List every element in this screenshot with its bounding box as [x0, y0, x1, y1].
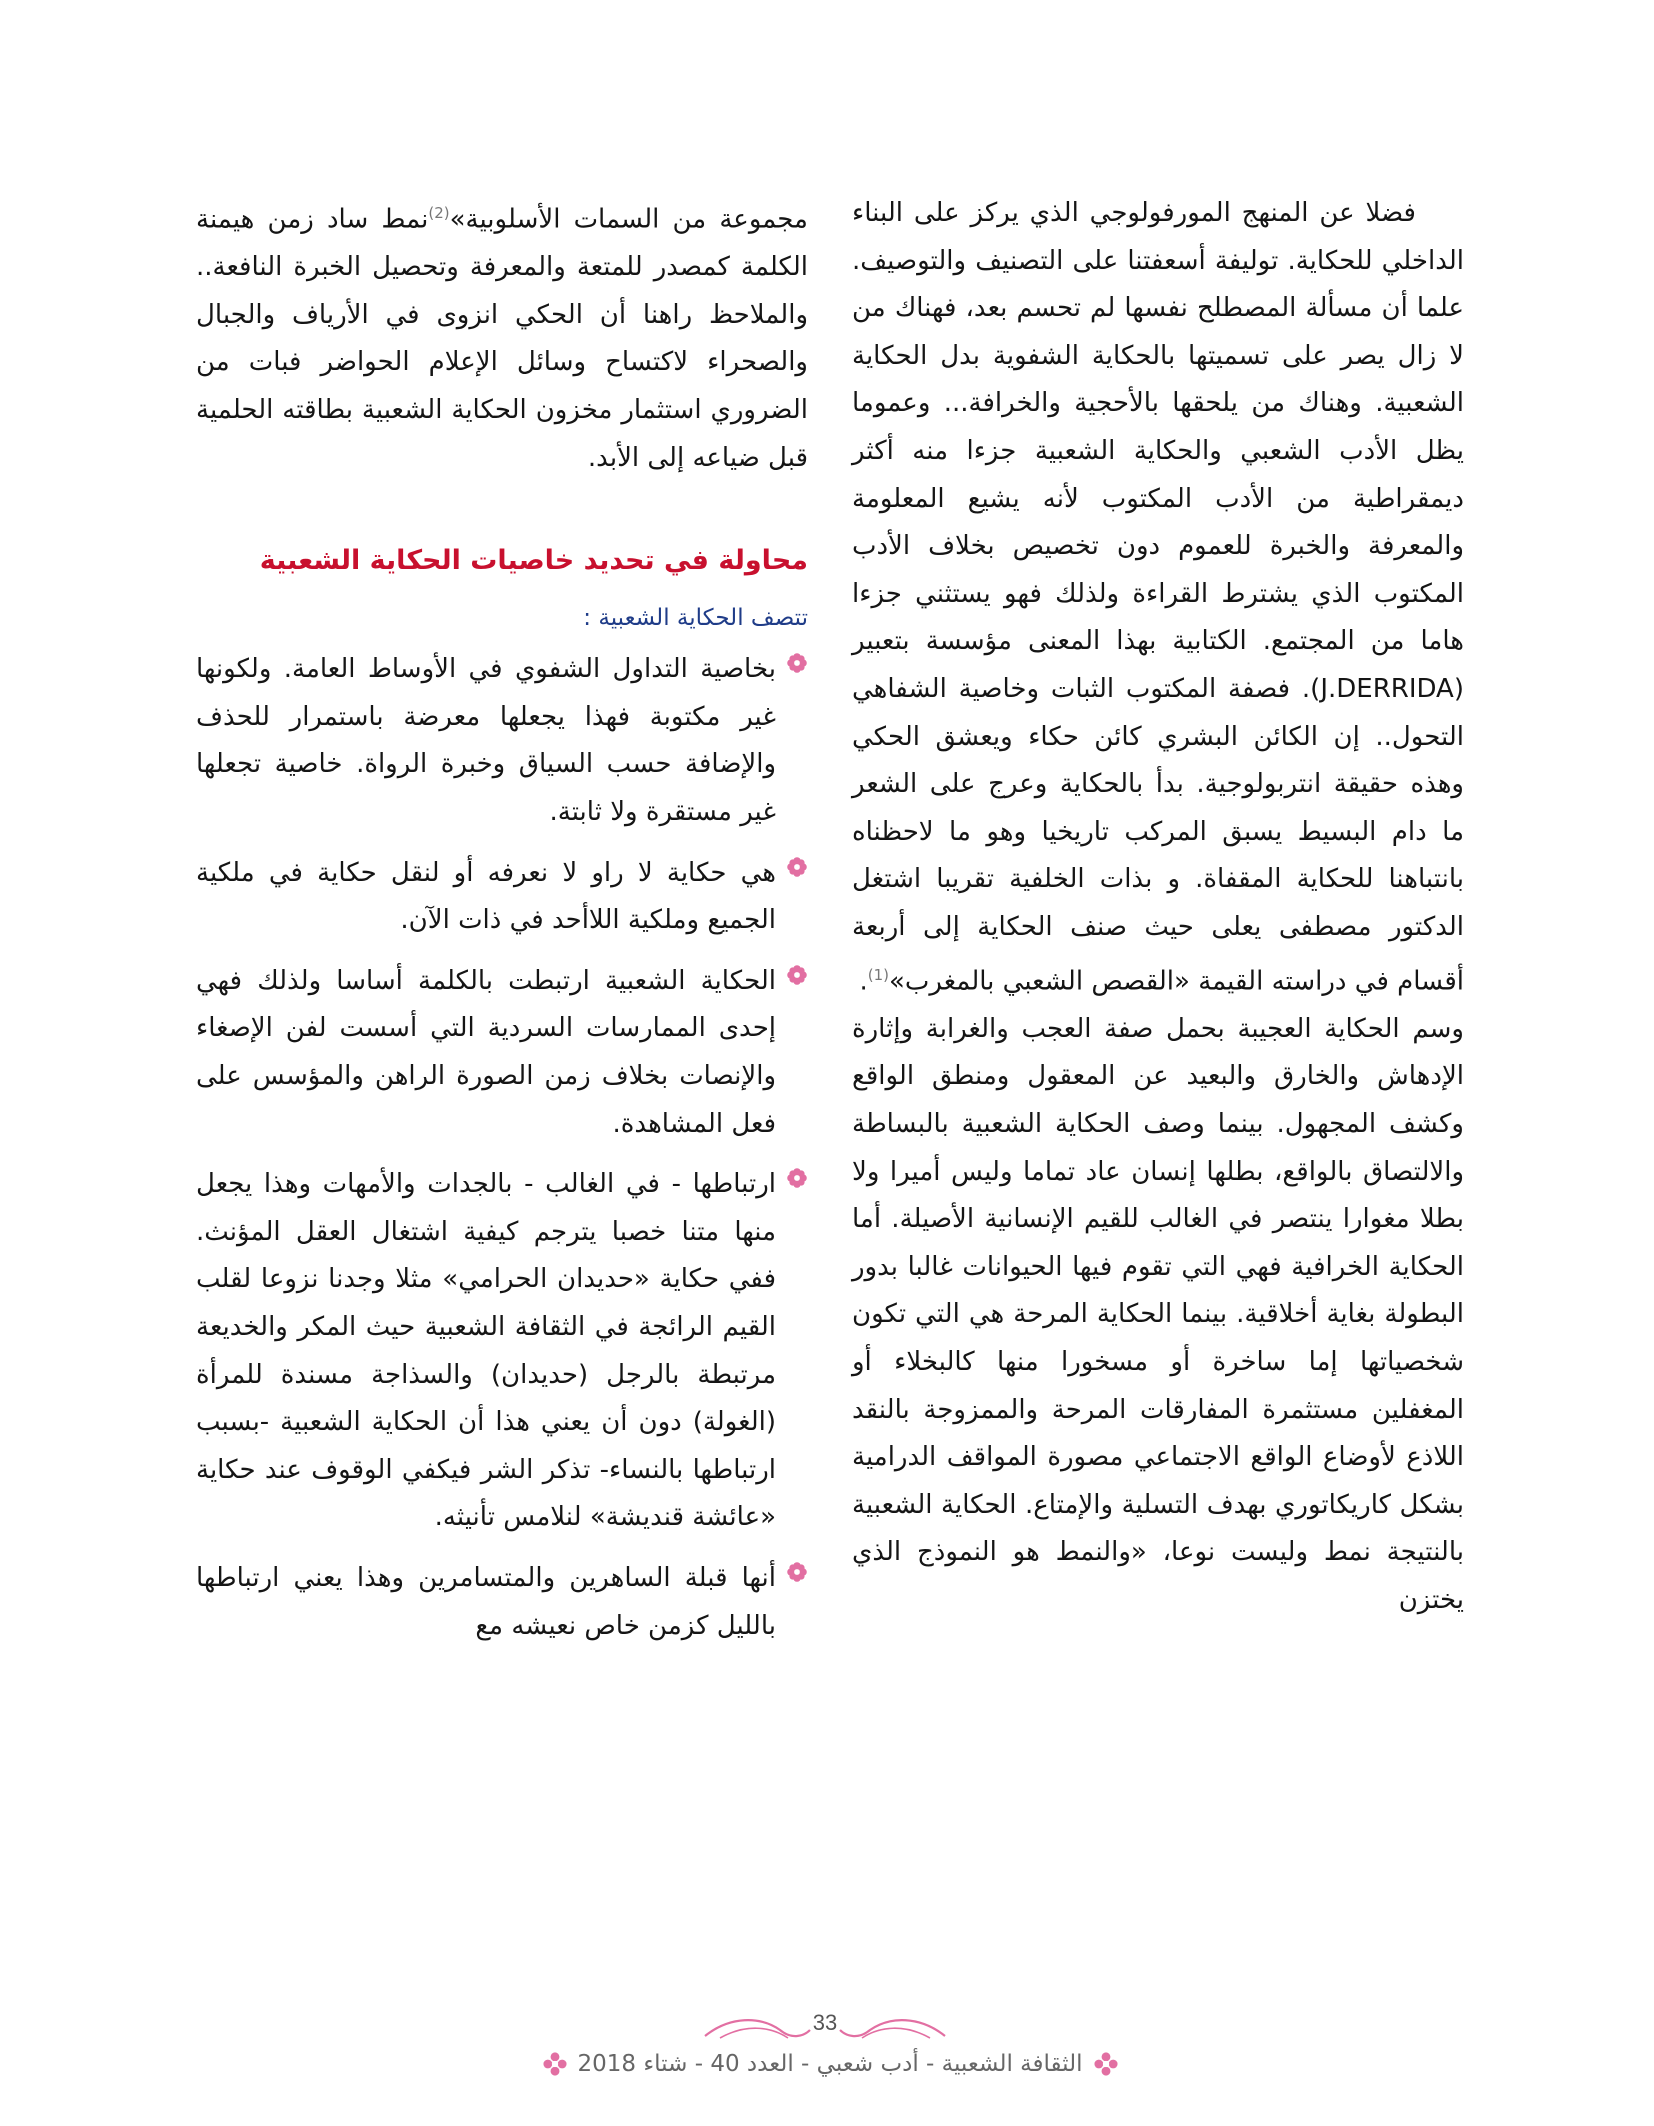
publication-info: الثقافة الشعبية - أدب شعبي - العدد 40 - شتاء 2018	[577, 2051, 1083, 2077]
right-paragraph-1	[852, 190, 1464, 1006]
list-item-text: أنها قبلة الساهرين والمتسامرين وهذا يعني ارتباطها بالليل كزمن خاص نعيشه مع	[196, 1562, 776, 1641]
flower-bullet-icon	[786, 1561, 808, 1583]
flower-bullet-icon	[786, 1167, 808, 1189]
flower-bullet-icon	[786, 964, 808, 986]
section-subheading: تتصف الحكاية الشعبية :	[583, 605, 808, 632]
flower-bullet-icon	[786, 652, 808, 674]
right-paragraph-1-text: فضلا عن المنهج المورفولوجي الذي يركز على البناء الداخلي للحكاية. توليفة أسعفتنا على التصنيف والتوصيف. علما أن مسألة المصطلح نفسها لم تحسم بعد، فهناك من لا زال يصر على تسميتها بالحكاية الشفوية بدل الحكاية الشعبية. وهناك من يلحقها بالأحجية والخرافة... وعموما يظل الأدب الشعبي والحكاية الشعبية جزءا منه أكثر ديمقراطية من الأدب المكتوب لأنه يشيع المعلومة والمعرفة والخبرة للعموم دون تخصيص بخلاف الأدب المكتوب الذي يشترط القراءة ولذلك فهو يستثني جزءا هاما من المجتمع. الكتابية بهذا المعنى مؤسسة بتعبير (J.DERRIDA). فصفة المكتوب الثبات وخاصية الشفاهي التحول.. إن الكائن البشري كائن حكاء ويعشق الحكي وهذه حقيقة انتربولوجية. بدأ بالحكاية وعرج على الشعر ما دام البسيط يسبق المركب تاريخيا وهو ما لاحظناه بانتباهنا للحكاية المقفاة. و بذات الخلفية تقريبا اشتغل الدكتور مصطفى يعلى حيث صنف الحكاية إلى أربعة أقسام في دراسته القيمة «القصص الشعبي بالمغرب»	[852, 198, 1464, 997]
list-item	[196, 1161, 808, 1542]
list-item-text: الحكاية الشعبية ارتبطت بالكلمة أساسا ولذلك فهي إحدى الممارسات السردية التي أسست لفن الإصغاء والإنصات بخلاف زمن الصورة الراهن والمؤسس على فعل المشاهدة.	[196, 965, 776, 1139]
list-item	[196, 850, 808, 945]
footnote-mark-1: (1)	[867, 965, 890, 984]
page-footer	[0, 2010, 1654, 2090]
list-item-text: هي حكاية لا راو لا نعرفه أو لنقل حكاية في ملكية الجميع وملكية اللاأحد في ذات الآن.	[196, 857, 776, 936]
footnote-mark-2: (2)	[428, 204, 450, 222]
list-item-text: ارتباطها - في الغالب - بالجدات والأمهات وهذا يجعل منها متنا خصبا يترجم كيفية اشتغال العقل المؤنث. ففي حكاية «حديدان الحرامي» مثلا وجدنا نزوعا لقلب القيم الرائجة في الثقافة الشعبية حيث المكر والخديعة مرتبطة بالرجل (حديدان) والسذاجة مسندة للمرأة (الغولة) دون أن يعني هذا أن الحكاية الشعبية -بسبب ارتباطها بالنساء- تذكر الشر فيكفي الوقوف عند حكاية «عائشة قنديشة» لنلامس تأنيثه.	[196, 1169, 776, 1533]
flower-ornament-icon	[542, 2051, 568, 2077]
left-intro-before-note: مجموعة من السمات الأسلوبية»	[449, 204, 808, 235]
list-item-text: بخاصية التداول الشفوي في الأوساط العامة. ولكونها غير مكتوبة فهذا يجعلها معرضة باستمرار للحذف والإضافة حسب السياق وخبرة الرواة. خاصية تجعلها غير مستقرة ولا ثابتة.	[196, 654, 776, 827]
publication-line	[480, 2044, 1180, 2084]
footnote-1-period: .	[859, 966, 868, 997]
left-intro-after-note: نمط ساد زمن هيمنة الكلمة كمصدر للمتعة والمعرفة وتحصيل الخبرة النافعة.. والملاحظ راهنا أن الحكي انزوى في الأرياف والجبال والصحراء لاكتساح وسائل الإعلام الحواضر فبات من الضروري استثمار مخزون الحكاية الشعبية بطاقته الحلمية قبل ضياعه إلى الأبد.	[196, 204, 808, 473]
characteristics-list	[196, 646, 808, 1650]
left-intro-paragraph	[196, 190, 808, 482]
section-heading: محاولة في تحديد خاصيات الحكاية الشعبية	[259, 545, 808, 577]
right-paragraph-2: وسم الحكاية العجيبة بحمل صفة العجب والغرابة وإثارة الإدهاش والخارق والبعيد عن المعقول ومنطق الواقع وكشف المجهول. بينما وصف الحكاية الشعبية بالبساطة والالتصاق بالواقع، بطلها إنسان عاد تماما وليس أميرا ولا بطلا مغوارا ينتصر في الغالب للقيم الإنسانية الأصيلة. أما الحكاية الخرافية فهي التي تقوم فيها الحيوانات غالبا بدور البطولة بغاية أخلاقية. بينما الحكاية المرحة هي التي تكون شخصياتها إما ساخرة أو مسخورا منها كالبخلاء أو المغفلين مستثمرة المفارقات المرحة والممزوجة بالنقد اللاذع لأوضاع الواقع الاجتماعي مصورة المواقف الدرامية بشكل كاريكاتوري بهدف التسلية والإمتاع. الحكاية الشعبية بالنتيجة نمط وليست نوعا، «والنمط هو النموذج الذي يختزن	[852, 1013, 1464, 1615]
right-column	[852, 190, 1464, 1624]
list-item	[196, 646, 808, 836]
left-column	[196, 190, 808, 1663]
list-item	[196, 958, 808, 1148]
page-number: 33	[812, 2010, 838, 2035]
list-item	[196, 1555, 808, 1650]
flower-ornament-icon	[1093, 2051, 1119, 2077]
flower-bullet-icon	[786, 856, 808, 878]
